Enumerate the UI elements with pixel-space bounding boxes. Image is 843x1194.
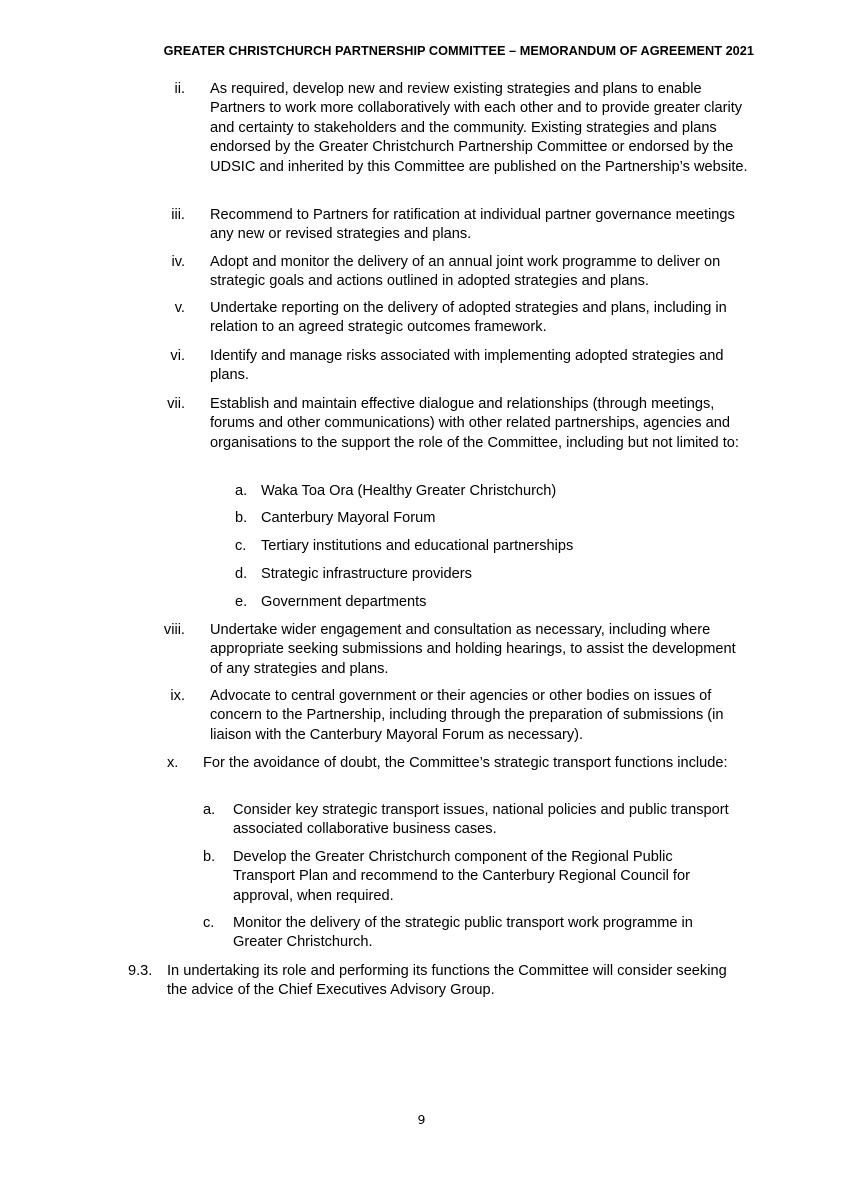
sub-list-marker: a. <box>203 802 216 818</box>
list-marker: v. <box>174 300 185 316</box>
clause-text: In undertaking its role and performing its functions the Committee will consider seeking the advice of the Chief Executives Advisory Group. <box>167 963 727 999</box>
sub-list-text: Monitor the delivery of the strategic public transport work programme in Greater Christchurch. <box>233 915 693 951</box>
list-item-text: Recommend to Partners for ratification at individual partner governance meetings any new or revised strategies and plans. <box>210 207 735 243</box>
list-item-text: Adopt and monitor the delivery of an annual joint work programme to deliver on strategic goals and actions outlined in adopted strategies and plans. <box>210 254 721 290</box>
sub-list-text: Strategic infrastructure providers <box>261 566 472 582</box>
sub-list-text: Government departments <box>261 594 427 610</box>
sub-list-marker: a. <box>235 483 248 499</box>
list-marker: iii. <box>171 207 185 223</box>
page-number: 9 <box>417 1112 426 1127</box>
clause-number: 9.3. <box>128 963 153 979</box>
list-item-text: As required, develop new and review existing strategies and plans to enable Partners to work more collaboratively with each other and to provide greater clarity and certainty to stakeholders and the community. Existing strategies and plans endorsed by the Greater Christchurch Partnership Committee or endorsed by the UDSIC and inherited by this Committee are published on the Partnership’s website. <box>210 81 748 175</box>
sub-list-text: Canterbury Mayoral Forum <box>261 510 436 526</box>
list-item-text: Establish and maintain effective dialogue and relationships (through meetings, forums and other communications) with other related partnerships, agencies and organisations to the support the role of the Committee, including but not limited to: <box>210 396 739 451</box>
list-marker: vi. <box>170 348 185 364</box>
sub-list-text: Tertiary institutions and educational partnerships <box>261 538 574 554</box>
list-marker: ii. <box>174 81 185 97</box>
sub-list-marker: e. <box>235 594 248 610</box>
list-item-text: Identify and manage risks associated with implementing adopted strategies and plans. <box>210 348 724 384</box>
list-item-text: Advocate to central government or their agencies or other bodies on issues of concern to the Partnership, including through the preparation of submissions (in liaison with the Canterbury Mayoral Forum as necessary). <box>210 688 724 743</box>
list-marker: vii. <box>167 396 185 412</box>
list-marker: ix. <box>170 688 185 704</box>
list-marker: iv. <box>171 254 185 270</box>
sub-list-marker: c. <box>203 915 215 931</box>
sub-list-text: Consider key strategic transport issues, national policies and public transport associated collaborative business cases. <box>233 802 729 838</box>
sub-list-marker: d. <box>235 566 248 582</box>
list-item-text: For the avoidance of doubt, the Committee’s strategic transport functions include: <box>203 755 728 771</box>
list-marker: viii. <box>163 622 185 638</box>
sub-list-marker: c. <box>235 538 247 554</box>
list-item-text: Undertake reporting on the delivery of adopted strategies and plans, including in relation to an agreed strategic outcomes framework. <box>210 300 727 336</box>
sub-list-text: Waka Toa Ora (Healthy Greater Christchurch) <box>261 483 557 499</box>
sub-list-marker: b. <box>235 510 248 526</box>
sub-list-marker: b. <box>203 849 216 865</box>
sub-list-text: Develop the Greater Christchurch component of the Regional Public Transport Plan and recommend to the Canterbury Regional Council for approval, when required. <box>233 849 690 904</box>
list-marker: x. <box>167 755 179 771</box>
document-header: GREATER CHRISTCHURCH PARTNERSHIP COMMITTEE – MEMORANDUM OF AGREEMENT 2021 <box>163 44 754 58</box>
list-item-text: Undertake wider engagement and consultation as necessary, including where appropriate seeking submissions and holding hearings, to assist the development of any strategies and plans. <box>210 622 736 677</box>
